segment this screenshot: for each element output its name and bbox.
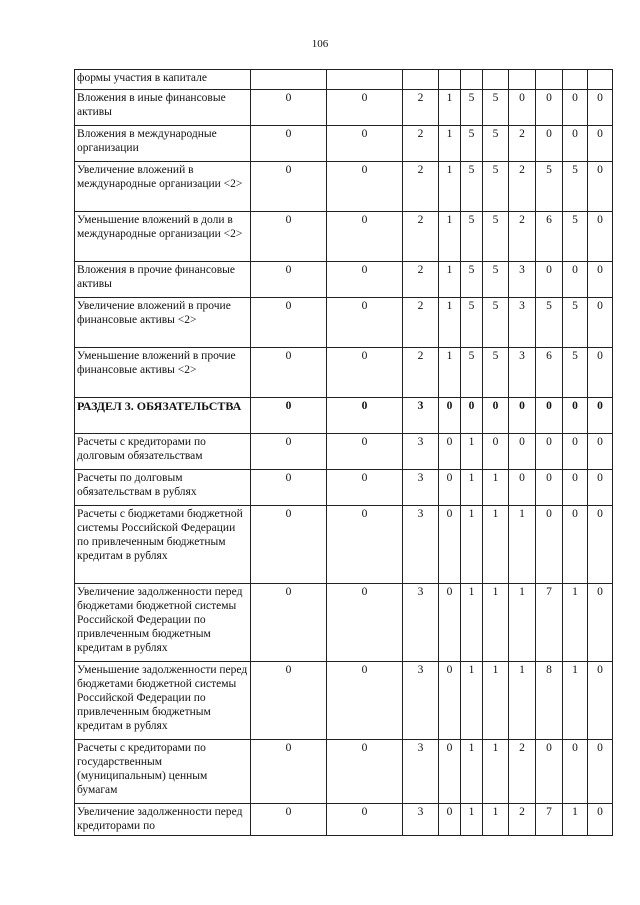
code-digit-cell: 2 (403, 126, 439, 162)
code-digit-cell: 5 (461, 348, 483, 398)
code-digit-cell: 5 (461, 298, 483, 348)
table-row (75, 348, 613, 398)
code-digit-cell: 0 (563, 506, 588, 584)
row-label: Расчеты по долговым обязательствам в рублях (75, 470, 251, 506)
code-digit-cell (509, 70, 536, 90)
code-digit-cell: 2 (509, 126, 536, 162)
classification-table (74, 69, 613, 836)
table-row (75, 398, 613, 434)
code-digit-cell: 0 (588, 212, 613, 262)
code-digit-cell: 5 (563, 298, 588, 348)
code-digit-cell: 3 (403, 740, 439, 804)
code-digit-cell: 1 (439, 348, 461, 398)
code-digit-cell: 1 (483, 470, 509, 506)
table-row (75, 162, 613, 212)
row-label: Вложения в международные организации (75, 126, 251, 162)
code-digit-cell: 5 (483, 126, 509, 162)
code-digit-cell: 0 (439, 398, 461, 434)
code-digit-cell (251, 70, 327, 90)
code-digit-cell: 0 (439, 584, 461, 662)
table-row (75, 126, 613, 162)
code-digit-cell: 0 (251, 262, 327, 298)
code-digit-cell: 0 (251, 162, 327, 212)
code-digit-cell: 0 (327, 90, 403, 126)
code-digit-cell: 0 (509, 90, 536, 126)
code-digit-cell: 0 (536, 470, 563, 506)
code-digit-cell (439, 70, 461, 90)
code-digit-cell: 3 (403, 434, 439, 470)
code-digit-cell: 0 (251, 212, 327, 262)
code-digit-cell: 2 (403, 212, 439, 262)
code-digit-cell: 0 (327, 398, 403, 434)
code-digit-cell: 1 (483, 740, 509, 804)
code-digit-cell: 0 (483, 398, 509, 434)
code-digit-cell: 0 (327, 740, 403, 804)
code-digit-cell: 0 (251, 398, 327, 434)
code-digit-cell: 6 (536, 212, 563, 262)
code-digit-cell (403, 70, 439, 90)
code-digit-cell: 0 (327, 298, 403, 348)
code-digit-cell: 1 (461, 470, 483, 506)
code-digit-cell: 6 (536, 348, 563, 398)
code-digit-cell: 3 (403, 804, 439, 836)
code-digit-cell: 5 (536, 298, 563, 348)
code-digit-cell: 0 (588, 398, 613, 434)
code-digit-cell: 0 (563, 262, 588, 298)
row-label: Уменьшение вложений в доли в международные организации <2> (75, 212, 251, 262)
code-digit-cell: 0 (251, 434, 327, 470)
code-digit-cell: 0 (327, 584, 403, 662)
code-digit-cell: 0 (439, 804, 461, 836)
table-row (75, 212, 613, 262)
table-row (75, 70, 613, 90)
code-digit-cell: 2 (509, 804, 536, 836)
table-row (75, 434, 613, 470)
code-digit-cell: 0 (536, 740, 563, 804)
code-digit-cell: 7 (536, 804, 563, 836)
code-digit-cell: 1 (483, 584, 509, 662)
code-digit-cell (483, 70, 509, 90)
code-digit-cell: 2 (403, 90, 439, 126)
code-digit-cell: 0 (251, 470, 327, 506)
code-digit-cell: 0 (439, 662, 461, 740)
code-digit-cell: 3 (403, 584, 439, 662)
code-digit-cell: 0 (251, 90, 327, 126)
code-digit-cell: 2 (403, 348, 439, 398)
code-digit-cell: 3 (403, 506, 439, 584)
code-digit-cell (536, 70, 563, 90)
code-digit-cell: 5 (563, 212, 588, 262)
code-digit-cell: 1 (439, 262, 461, 298)
row-label: формы участия в капитале (75, 70, 251, 90)
code-digit-cell: 0 (251, 662, 327, 740)
table-row (75, 804, 613, 836)
code-digit-cell: 1 (483, 804, 509, 836)
code-digit-cell: 0 (536, 434, 563, 470)
code-digit-cell: 0 (588, 90, 613, 126)
code-digit-cell (327, 70, 403, 90)
code-digit-cell: 0 (536, 126, 563, 162)
row-label: РАЗДЕЛ 3. ОБЯЗАТЕЛЬСТВА (75, 398, 251, 434)
code-digit-cell: 0 (588, 348, 613, 398)
code-digit-cell: 0 (509, 398, 536, 434)
code-digit-cell: 0 (588, 470, 613, 506)
row-label: Расчеты с кредиторами по долговым обязательствам (75, 434, 251, 470)
code-digit-cell: 0 (536, 90, 563, 126)
code-digit-cell: 0 (536, 506, 563, 584)
code-digit-cell: 0 (588, 662, 613, 740)
table-row (75, 298, 613, 348)
code-digit-cell (563, 70, 588, 90)
code-digit-cell: 1 (509, 506, 536, 584)
code-digit-cell: 0 (327, 262, 403, 298)
code-digit-cell: 3 (403, 662, 439, 740)
code-digit-cell: 0 (509, 434, 536, 470)
page-number: 106 (311, 38, 329, 50)
code-digit-cell: 5 (461, 90, 483, 126)
code-digit-cell (588, 70, 613, 90)
code-digit-cell: 0 (588, 162, 613, 212)
code-digit-cell: 3 (403, 470, 439, 506)
code-digit-cell: 3 (509, 262, 536, 298)
code-digit-cell: 5 (461, 262, 483, 298)
code-digit-cell: 0 (483, 434, 509, 470)
code-digit-cell: 1 (439, 298, 461, 348)
code-digit-cell: 2 (403, 262, 439, 298)
code-digit-cell: 1 (563, 662, 588, 740)
code-digit-cell (461, 70, 483, 90)
code-digit-cell: 0 (251, 298, 327, 348)
code-digit-cell: 2 (403, 162, 439, 212)
code-digit-cell: 0 (251, 126, 327, 162)
code-digit-cell: 1 (563, 584, 588, 662)
code-digit-cell: 5 (461, 212, 483, 262)
code-digit-cell: 5 (461, 126, 483, 162)
code-digit-cell: 2 (509, 162, 536, 212)
row-label: Расчеты с бюджетами бюджетной системы Российской Федерации по привлеченным бюджетным кредитам в рублях (75, 506, 251, 584)
code-digit-cell: 1 (461, 804, 483, 836)
code-digit-cell: 3 (403, 398, 439, 434)
code-digit-cell: 1 (461, 434, 483, 470)
code-digit-cell: 0 (588, 262, 613, 298)
code-digit-cell: 0 (563, 90, 588, 126)
code-digit-cell: 0 (588, 584, 613, 662)
code-digit-cell: 0 (588, 506, 613, 584)
code-digit-cell: 0 (563, 126, 588, 162)
code-digit-cell: 0 (461, 398, 483, 434)
code-digit-cell: 5 (483, 348, 509, 398)
code-digit-cell: 5 (483, 90, 509, 126)
code-digit-cell: 0 (563, 434, 588, 470)
code-digit-cell: 5 (536, 162, 563, 212)
code-digit-cell: 1 (439, 162, 461, 212)
code-digit-cell: 0 (588, 434, 613, 470)
code-digit-cell: 0 (563, 740, 588, 804)
row-label: Вложения в прочие финансовые активы (75, 262, 251, 298)
code-digit-cell: 0 (536, 398, 563, 434)
row-label: Уменьшение задолженности перед бюджетами бюджетной системы Российской Федерации по привлеченным бюджетным кредитам в рублях (75, 662, 251, 740)
code-digit-cell: 8 (536, 662, 563, 740)
code-digit-cell: 0 (327, 348, 403, 398)
code-digit-cell: 0 (327, 212, 403, 262)
code-digit-cell: 1 (509, 584, 536, 662)
code-digit-cell: 0 (327, 162, 403, 212)
table-row (75, 506, 613, 584)
code-digit-cell: 5 (483, 298, 509, 348)
code-digit-cell: 0 (327, 506, 403, 584)
code-digit-cell: 5 (461, 162, 483, 212)
code-digit-cell: 0 (439, 506, 461, 584)
table-row (75, 90, 613, 126)
code-digit-cell: 1 (483, 506, 509, 584)
code-digit-cell: 0 (536, 262, 563, 298)
code-digit-cell: 7 (536, 584, 563, 662)
code-digit-cell: 3 (509, 348, 536, 398)
row-label: Увеличение вложений в международные организации <2> (75, 162, 251, 212)
code-digit-cell: 0 (439, 470, 461, 506)
code-digit-cell: 1 (461, 662, 483, 740)
row-label: Вложения в иные финансовые активы (75, 90, 251, 126)
code-digit-cell: 2 (509, 740, 536, 804)
row-label: Увеличение вложений в прочие финансовые активы <2> (75, 298, 251, 348)
code-digit-cell: 1 (509, 662, 536, 740)
code-digit-cell: 1 (439, 126, 461, 162)
code-digit-cell: 0 (251, 740, 327, 804)
code-digit-cell: 0 (588, 740, 613, 804)
code-digit-cell: 0 (588, 298, 613, 348)
code-digit-cell: 0 (563, 470, 588, 506)
code-digit-cell: 0 (251, 584, 327, 662)
row-label: Расчеты с кредиторами по государственным (муниципальным) ценным бумагам (75, 740, 251, 804)
code-digit-cell: 1 (461, 506, 483, 584)
code-digit-cell: 1 (439, 212, 461, 262)
code-digit-cell: 0 (327, 804, 403, 836)
code-digit-cell: 5 (483, 212, 509, 262)
code-digit-cell: 1 (483, 662, 509, 740)
row-label: Уменьшение вложений в прочие финансовые активы <2> (75, 348, 251, 398)
code-digit-cell: 0 (439, 740, 461, 804)
code-digit-cell: 5 (563, 162, 588, 212)
code-digit-cell: 2 (509, 212, 536, 262)
code-digit-cell: 0 (439, 434, 461, 470)
table-row (75, 740, 613, 804)
code-digit-cell: 0 (588, 804, 613, 836)
code-digit-cell: 1 (461, 584, 483, 662)
code-digit-cell: 2 (403, 298, 439, 348)
code-digit-cell: 0 (327, 470, 403, 506)
code-digit-cell: 0 (563, 398, 588, 434)
code-digit-cell: 1 (563, 804, 588, 836)
code-digit-cell: 0 (251, 804, 327, 836)
code-digit-cell: 0 (251, 348, 327, 398)
code-digit-cell: 0 (509, 470, 536, 506)
code-digit-cell: 1 (461, 740, 483, 804)
code-digit-cell: 0 (327, 126, 403, 162)
table-row (75, 584, 613, 662)
table-row (75, 662, 613, 740)
code-digit-cell: 5 (483, 262, 509, 298)
code-digit-cell: 3 (509, 298, 536, 348)
code-digit-cell: 0 (327, 434, 403, 470)
code-digit-cell: 0 (588, 126, 613, 162)
table-row (75, 262, 613, 298)
row-label: Увеличение задолженности перед кредиторами по (75, 804, 251, 836)
code-digit-cell: 5 (563, 348, 588, 398)
row-label: Увеличение задолженности перед бюджетами бюджетной системы Российской Федерации по привлеченным бюджетным кредитам в рублях (75, 584, 251, 662)
table-row (75, 470, 613, 506)
code-digit-cell: 0 (327, 662, 403, 740)
code-digit-cell: 0 (251, 506, 327, 584)
code-digit-cell: 1 (439, 90, 461, 126)
code-digit-cell: 5 (483, 162, 509, 212)
